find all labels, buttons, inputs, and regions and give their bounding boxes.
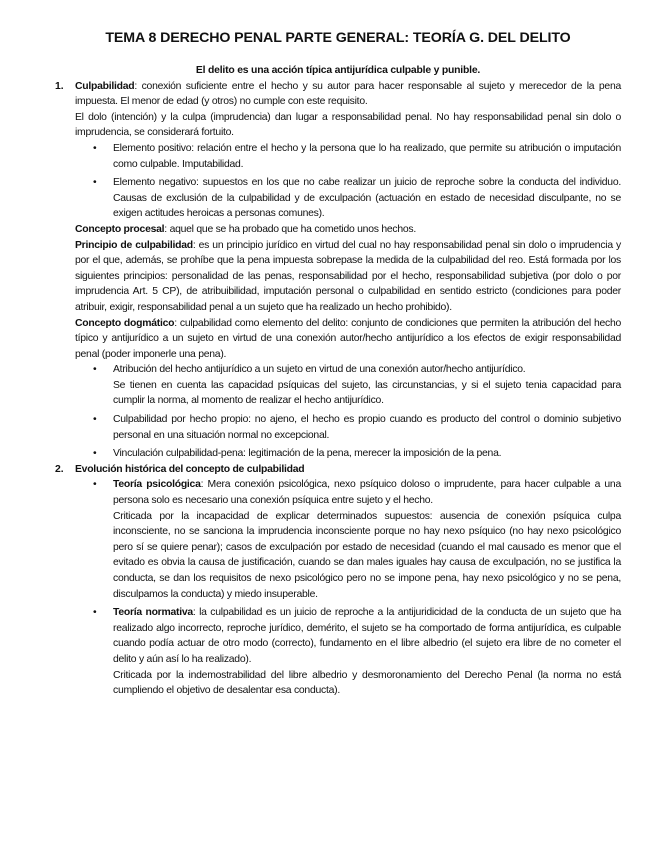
- document-subtitle: El delito es una acción típica antijurídica culpable y punible.: [195, 65, 481, 76]
- term-label: Teoría normativa: [113, 607, 193, 619]
- section-number: 2.: [55, 463, 64, 475]
- paragraph: El dolo (intención) y la culpa (imprudencia) dan lugar a responsabilidad penal. No hay responsabilidad penal sin dolo o imprudencia, se considerará fortuito.: [75, 111, 621, 139]
- term-label: Principio de culpabilidad: [75, 239, 193, 251]
- section-number: 1.: [55, 80, 64, 92]
- paragraph: [75, 222, 621, 238]
- section-heading: [75, 462, 621, 478]
- list-item: [113, 477, 621, 602]
- paragraph-text: : aquel que se ha probado que ha cometido unos hechos.: [164, 223, 416, 235]
- list-item-text: [113, 477, 621, 508]
- section-evolucion: [55, 462, 621, 699]
- bullet-list: [75, 141, 621, 222]
- term-label: Teoría psicológica: [113, 479, 201, 491]
- list-item-text: Criticada por la indemostrabilidad del libre albedrio y desmoronamiento del Derecho Penal (la norma no está cumpliendo el objetivo de desalentar esa conducta).: [113, 669, 621, 697]
- paragraph: [75, 79, 621, 110]
- bullet-list: [75, 477, 621, 698]
- list-item: • Vinculación culpabilidad-pena: legitimación de la pena, merecer la imposición de la pena.: [113, 446, 621, 462]
- list-item: • Elemento negativo: supuestos en los que no cabe realizar un juicio de reproche sobre la conducta del individuo. Causas de exclusión de la culpabilidad y de exculpación (actuación en estado de necesidad disculpante, no se exigen actitudes heroicas a personas comunes).: [113, 175, 621, 222]
- list-item-text: • Atribución del hecho antijurídico a un sujeto en virtud de una conexión autor/hecho antijurídico.: [113, 364, 526, 376]
- section-culpabilidad: [55, 79, 621, 462]
- paragraph-text: : la culpabilidad es un juicio de reproche a la antijuridicidad de la conducta de un sujeto que ha realizado algo incorrecto, reproche jurídico, demérito, el sujeto se ha comportado de forma antijurídica, es culpable cuando podía actuar de otro modo (correcto), fundamento en el libre albedrio (el sujeto era libre de no cometer el delito y aún así lo ha realizado).: [113, 607, 621, 665]
- list-item-text: Criticada por la incapacidad de explicar determinados supuestos: ausencia de conexión psíquica culpa inconsciente, no se sanciona la imprudencia inconsciente porque no hay nexo psíquico (no hay nexo psicológico pero sí se quiere penar); casos de exculpación por estado de necesidad (cuando el mal causado es menor que el evitado es obvia la causa de justificación, cuando se dan males iguales hay causa de exculpación, no se justifica la conducta, se dan los requisitos de nexo psicológico pero no se impone pena, hay nexo psicológico y no se pena, disculpamos la conducta) y miedo insuperable.: [113, 510, 621, 600]
- list-item: [113, 362, 621, 409]
- bullet-list: [75, 362, 621, 462]
- paragraph-text: : conexión suficiente entre el hecho y su autor para hacer responsable al sujeto y merecedor de la pena impuesta. El menor de edad (y otros) no cumple con este requisito.: [75, 80, 621, 108]
- term-label: Culpabilidad: [75, 80, 135, 92]
- list-item: • Culpabilidad por hecho propio: no ajeno, el hecho es propio cuando es producto del control o dominio subjetivo personal en una situación normal no excepcional.: [113, 412, 621, 443]
- paragraph: [75, 238, 621, 316]
- list-item: [113, 605, 621, 699]
- term-label: Evolución histórica del concepto de culpabilidad: [75, 463, 305, 475]
- term-label: Concepto procesal: [75, 223, 165, 235]
- paragraph-text: : Mera conexión psicológica, nexo psíquico doloso o imprudente, para hacer culpable a una persona solo es necesario una conexión psíquica entre sujeto y el hecho.: [113, 479, 621, 507]
- list-item-text: Se tienen en cuenta las capacidad psíquicas del sujeto, las circunstancias, y si el sujeto tenia capacidad para cumplir la norma, al momento de realizar el hecho antijurídico.: [113, 379, 621, 407]
- list-item: • Elemento positivo: relación entre el hecho y la persona que lo ha realizado, que permite su atribución o imputación como culpable. Imputabilidad.: [113, 141, 621, 172]
- document-title: TEMA 8 DERECHO PENAL PARTE GENERAL: TEORÍA G. DEL DELITO: [105, 30, 571, 46]
- paragraph: [75, 316, 621, 363]
- paragraph-text: : es un principio jurídico en virtud del cual no hay responsabilidad penal sin dolo o imprudencia y por el que, además, se prohíbe que la pena impuesta sobrepase la medida de la culpabilidad del reo. Está formada por los siguientes principios: personalidad de las penas, responsabilidad por el hecho, responsabilidad subjetiva (por dolo o por imprudencia Art. 5 CP), de atribuibilidad, imputación personal o culpabilidad en sentido estricto (condiciones para poder atribuir, exigir, responsabilidad penal a un sujeto que ha realizado un hecho prohibido).: [75, 239, 621, 313]
- term-label: Concepto dogmático: [75, 317, 175, 329]
- paragraph-text: : culpabilidad como elemento del delito: conjunto de condiciones que permiten la atribución del hecho típico y antijurídico a un sujeto en virtud de una conexión autor/hecho antijurídico a los efectos de exigir responsabilidad penal (poder imponerle una pena).: [75, 317, 622, 360]
- list-item-text: [113, 605, 621, 667]
